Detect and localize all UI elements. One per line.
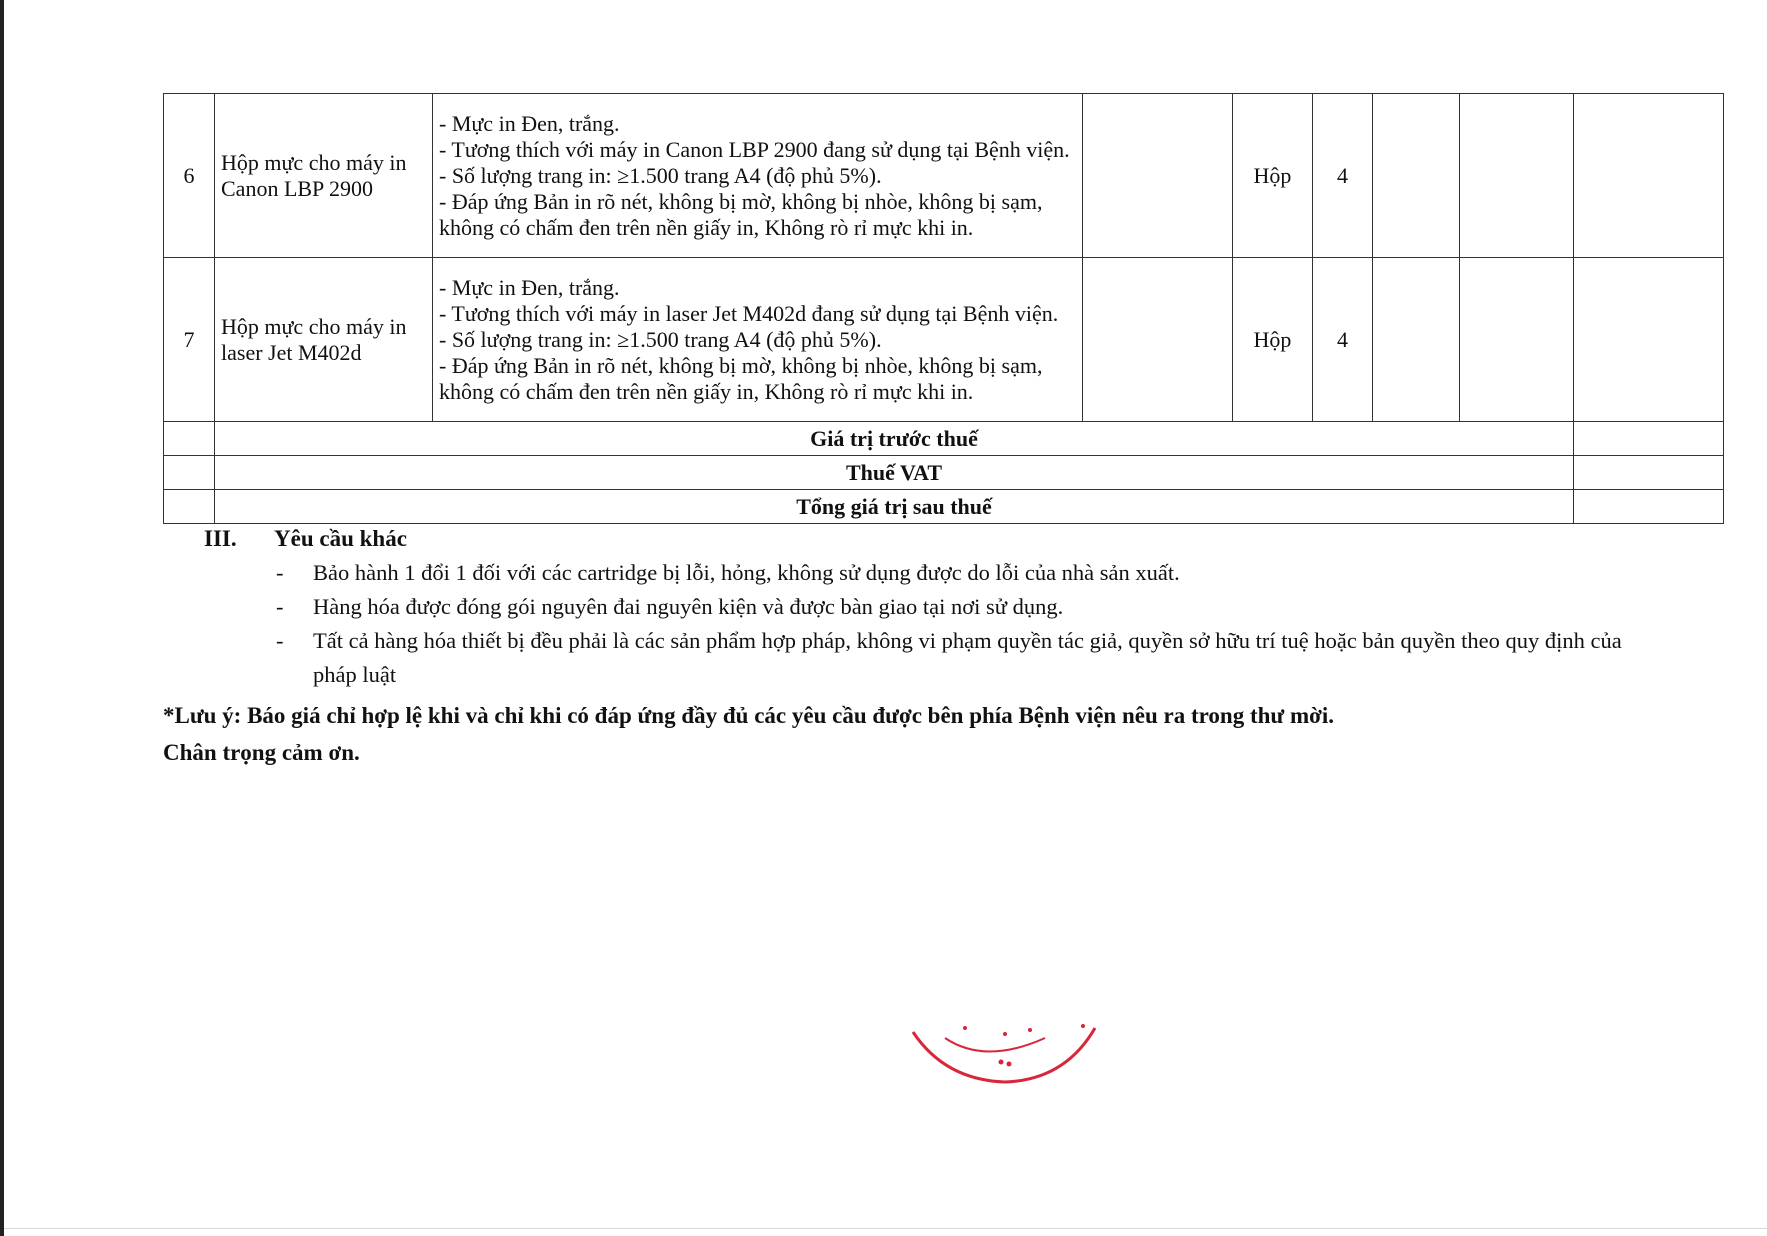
- empty-cell: [1574, 94, 1724, 258]
- total-value: [1574, 490, 1724, 524]
- empty-cell: [1460, 258, 1574, 422]
- requirements-list: [276, 556, 1656, 692]
- item-specification: [433, 94, 1083, 258]
- item-quantity: 4: [1313, 258, 1373, 422]
- closing-line: Chân trọng cảm ơn.: [163, 740, 360, 765]
- section-title: Yêu cầu khác: [274, 526, 407, 551]
- item-name: Hộp mực cho máy in laser Jet M402d: [215, 258, 433, 422]
- empty-cell: [1460, 94, 1574, 258]
- spec-line: - Mực in Đen, trắng.: [439, 110, 620, 136]
- summary-row-pre-tax: [164, 422, 1724, 456]
- item-number: 6: [164, 94, 215, 258]
- item-number: 7: [164, 258, 215, 422]
- list-item: - Bảo hành 1 đổi 1 đối với các cartridge bị lỗi, hỏng, không sử dụng được do lỗi của nhà sản xuất.: [276, 556, 1656, 590]
- table-row: [164, 258, 1724, 422]
- pre-tax-value: [1574, 422, 1724, 456]
- page-bottom-rule: [4, 1228, 1767, 1229]
- summary-row-vat: [164, 456, 1724, 490]
- empty-cell: [1574, 258, 1724, 422]
- vat-value: [1574, 456, 1724, 490]
- spec-line: - Tương thích với máy in laser Jet M402d đang sử dụng tại Bệnh viện.: [439, 300, 1059, 326]
- item-quantity: 4: [1313, 94, 1373, 258]
- empty-cell: [1083, 94, 1233, 258]
- item-unit: Hộp: [1233, 258, 1313, 422]
- spec-line: - Tương thích với máy in Canon LBP 2900 đang sử dụng tại Bệnh viện.: [439, 136, 1070, 162]
- note-block: [163, 697, 1334, 771]
- empty-cell: [1083, 258, 1233, 422]
- summary-row-total: [164, 490, 1724, 524]
- list-item: - Hàng hóa được đóng gói nguyên đai nguyên kiện và được bàn giao tại nơi sử dụng.: [276, 590, 1656, 624]
- empty-cell: [1373, 258, 1460, 422]
- vat-label: Thuế VAT: [215, 456, 1574, 490]
- spec-line: - Đáp ứng Bản in rõ nét, không bị mờ, không bị nhòe, không bị sạm, không có chấm đen trên nền giấy in, Không rò rỉ mực khi in.: [439, 188, 1043, 240]
- empty-cell: [164, 422, 215, 456]
- item-name: Hộp mực cho máy in Canon LBP 2900: [215, 94, 433, 258]
- spec-line: - Số lượng trang in: ≥1.500 trang A4 (độ phủ 5%).: [439, 162, 882, 188]
- seal-stamp-fragment: [905, 1020, 1105, 1090]
- empty-cell: [1373, 94, 1460, 258]
- total-label: Tổng giá trị sau thuế: [215, 490, 1574, 524]
- scan-edge: [0, 0, 4, 1236]
- item-unit: Hộp: [1233, 94, 1313, 258]
- section-number: III.: [204, 526, 237, 551]
- item-specification: [433, 258, 1083, 422]
- spec-line: - Mực in Đen, trắng.: [439, 274, 620, 300]
- list-item: - Tất cả hàng hóa thiết bị đều phải là các sản phẩm hợp pháp, không vi phạm quyền tác giả, quyền sở hữu trí tuệ hoặc bản quyền theo quy định của pháp luật: [276, 624, 1656, 692]
- empty-cell: [164, 456, 215, 490]
- validity-note: *Lưu ý: Báo giá chỉ hợp lệ khi và chỉ khi có đáp ứng đầy đủ các yêu cầu được bên phía Bệnh viện nêu ra trong thư mời.: [163, 703, 1335, 728]
- empty-cell: [164, 490, 215, 524]
- quotation-table: [163, 93, 1724, 524]
- spec-line: - Số lượng trang in: ≥1.500 trang A4 (độ phủ 5%).: [439, 326, 882, 352]
- section-heading: [204, 526, 407, 552]
- spec-line: - Đáp ứng Bản in rõ nét, không bị mờ, không bị nhòe, không bị sạm, không có chấm đen trên nền giấy in, Không rò rỉ mực khi in.: [439, 352, 1043, 404]
- pre-tax-label: Giá trị trước thuế: [215, 422, 1574, 456]
- table-row: [164, 94, 1724, 258]
